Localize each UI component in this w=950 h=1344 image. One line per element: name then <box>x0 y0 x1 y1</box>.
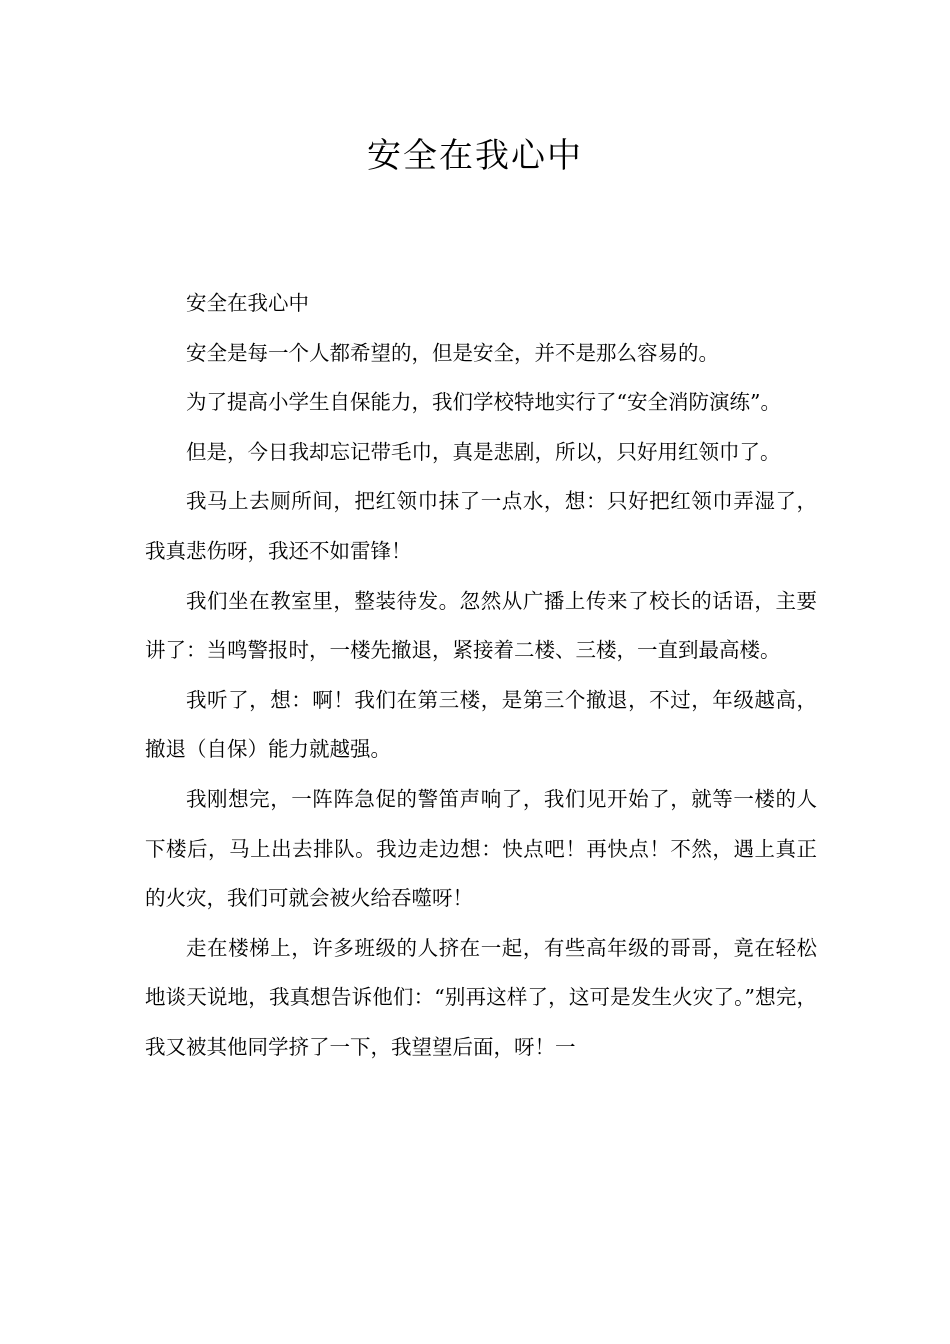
paragraph: 走在楼梯上，许多班级的人挤在一起，有些高年级的哥哥，竟在轻松地谈天说地，我真想告诉他们：“别再这样了，这可是发生火灾了。”想完，我又被其他同学挤了一下，我望望后面，呀！一 <box>145 935 817 1059</box>
paragraph: 安全在我心中 <box>186 291 309 315</box>
paragraph: 但是，今日我却忘记带毛巾，真是悲剧，所以，只好用红领巾了。 <box>186 439 781 464</box>
paragraph: 我们坐在教室里，整装待发。忽然从广播上传来了校长的话语，主要讲了：当鸣警报时，一楼先撤退，紧接着二楼、三楼，一直到最高楼。 <box>145 588 817 663</box>
paragraph: 我刚想完，一阵阵急促的警笛声响了，我们见开始了，就等一楼的人下楼后，马上出去排队。我边走边想：快点吧！再快点！不然，遇上真正的火灾，我们可就会被火给吞噬呀！ <box>145 786 817 911</box>
paragraph: 为了提高小学生自保能力，我们学校特地实行了“安全消防演练”。 <box>186 390 781 415</box>
paragraph: 我听了，想：啊！我们在第三楼，是第三个撤退，不过，年级越高，撤退（自保）能力就越强。 <box>145 687 817 762</box>
paragraph: 我马上去厕所间，把红领巾抹了一点水，想：只好把红领巾弄湿了，我真悲伤呀，我还不如雷锋！ <box>145 489 817 563</box>
document-title: 安全在我心中 <box>367 136 583 176</box>
document-body <box>145 279 817 1073</box>
paragraph: 安全是每一个人都希望的，但是安全，并不是那么容易的。 <box>186 340 719 365</box>
